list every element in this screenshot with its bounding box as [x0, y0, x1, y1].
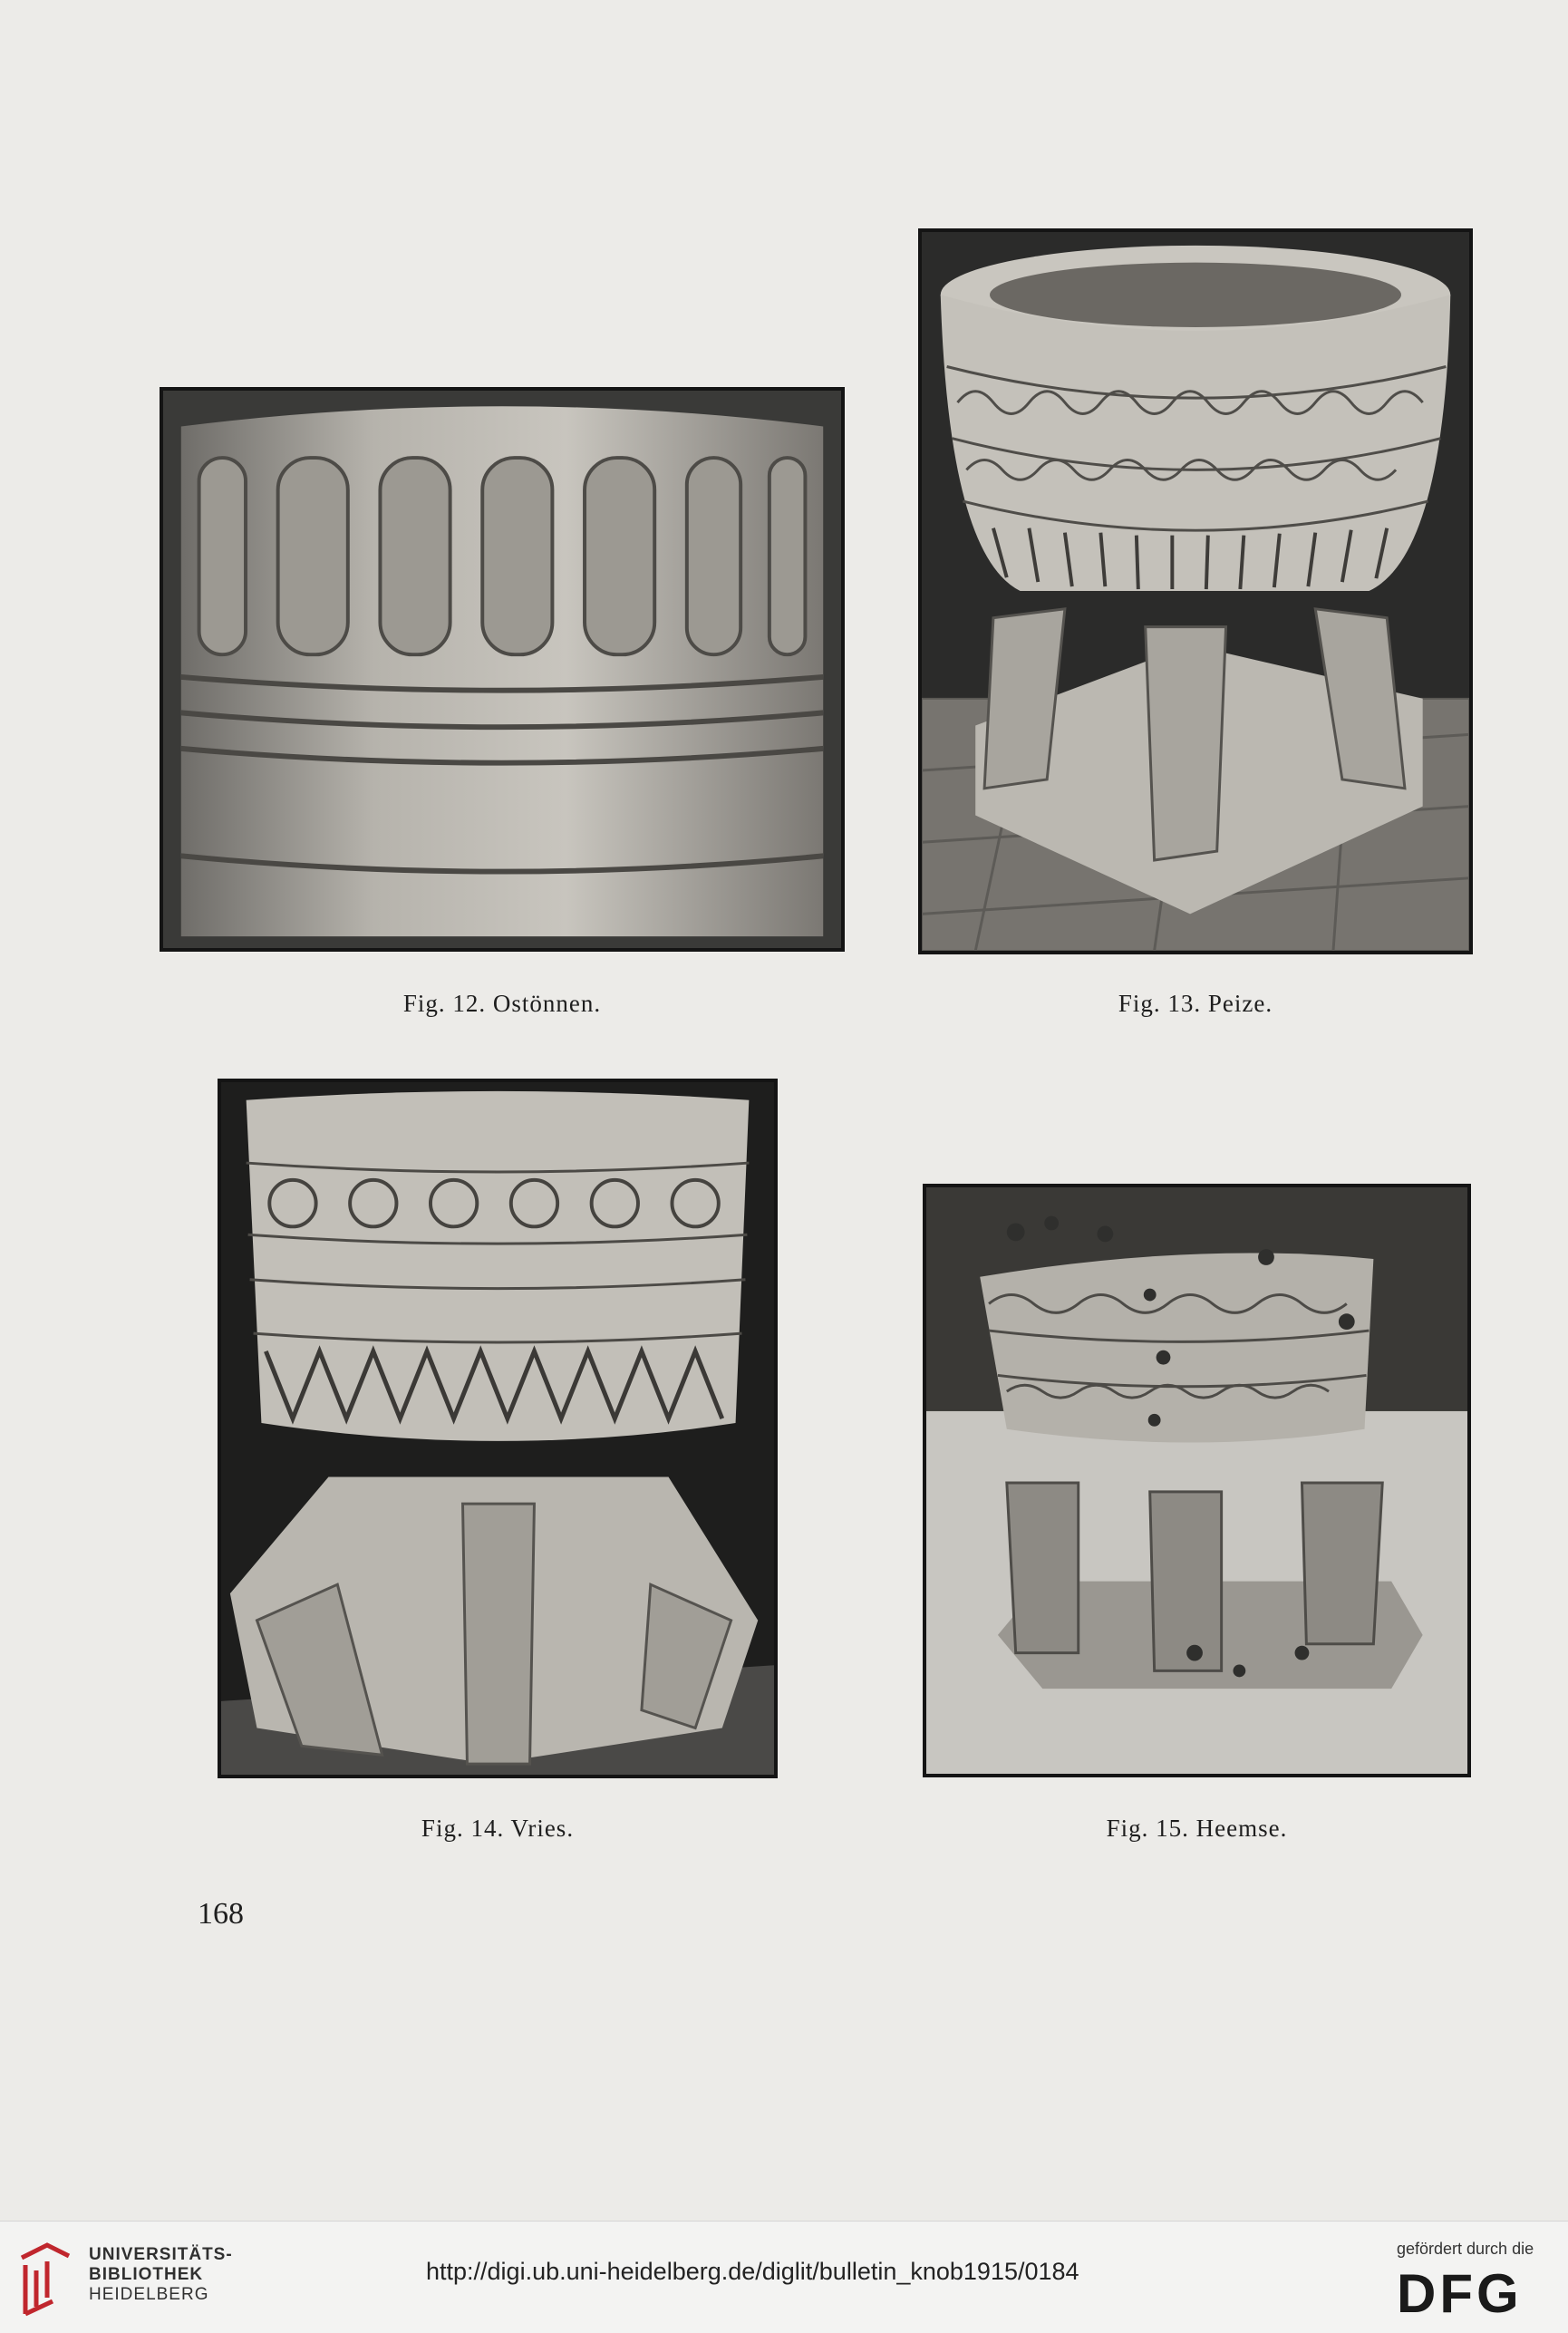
page-number: 168 — [198, 1897, 244, 1931]
permalink-url[interactable]: http://digi.ub.uni-heidelberg.de/diglit/bulletin_knob1915/0184 — [426, 2258, 1079, 2285]
institution-line-3: HEIDELBERG — [89, 2285, 209, 2304]
dfg-logo-text: DFG — [1397, 2265, 1523, 2319]
baptismal-font-ostonnen-image — [163, 391, 841, 948]
baptismal-font-heemse-image — [926, 1187, 1467, 1774]
funded-by-label: gefördert durch die — [1397, 2240, 1534, 2258]
figure-12-photo — [160, 387, 845, 952]
figure-14-photo — [218, 1079, 778, 1778]
baptismal-font-peize-image — [922, 232, 1469, 951]
dfg-logo-icon — [1397, 2265, 1553, 2319]
figure-14-caption: Fig. 14. Vries. — [421, 1815, 575, 1842]
institution-line-2: BIBLIOTHEK — [89, 2265, 204, 2284]
figure-13-caption: Fig. 13. Peize. — [1118, 990, 1273, 1017]
figure-12-caption: Fig. 12. Ostönnen. — [402, 990, 602, 1017]
university-library-logo-icon — [16, 2238, 74, 2319]
figure-13-photo — [918, 228, 1473, 954]
digitization-footer — [0, 2221, 1568, 2333]
figure-15-caption: Fig. 15. Heemse. — [1106, 1815, 1288, 1842]
figure-15-photo — [923, 1184, 1471, 1777]
institution-name — [89, 2245, 233, 2305]
baptismal-font-vries-image — [221, 1082, 774, 1775]
institution-line-1: UNIVERSITÄTS- — [89, 2245, 233, 2264]
